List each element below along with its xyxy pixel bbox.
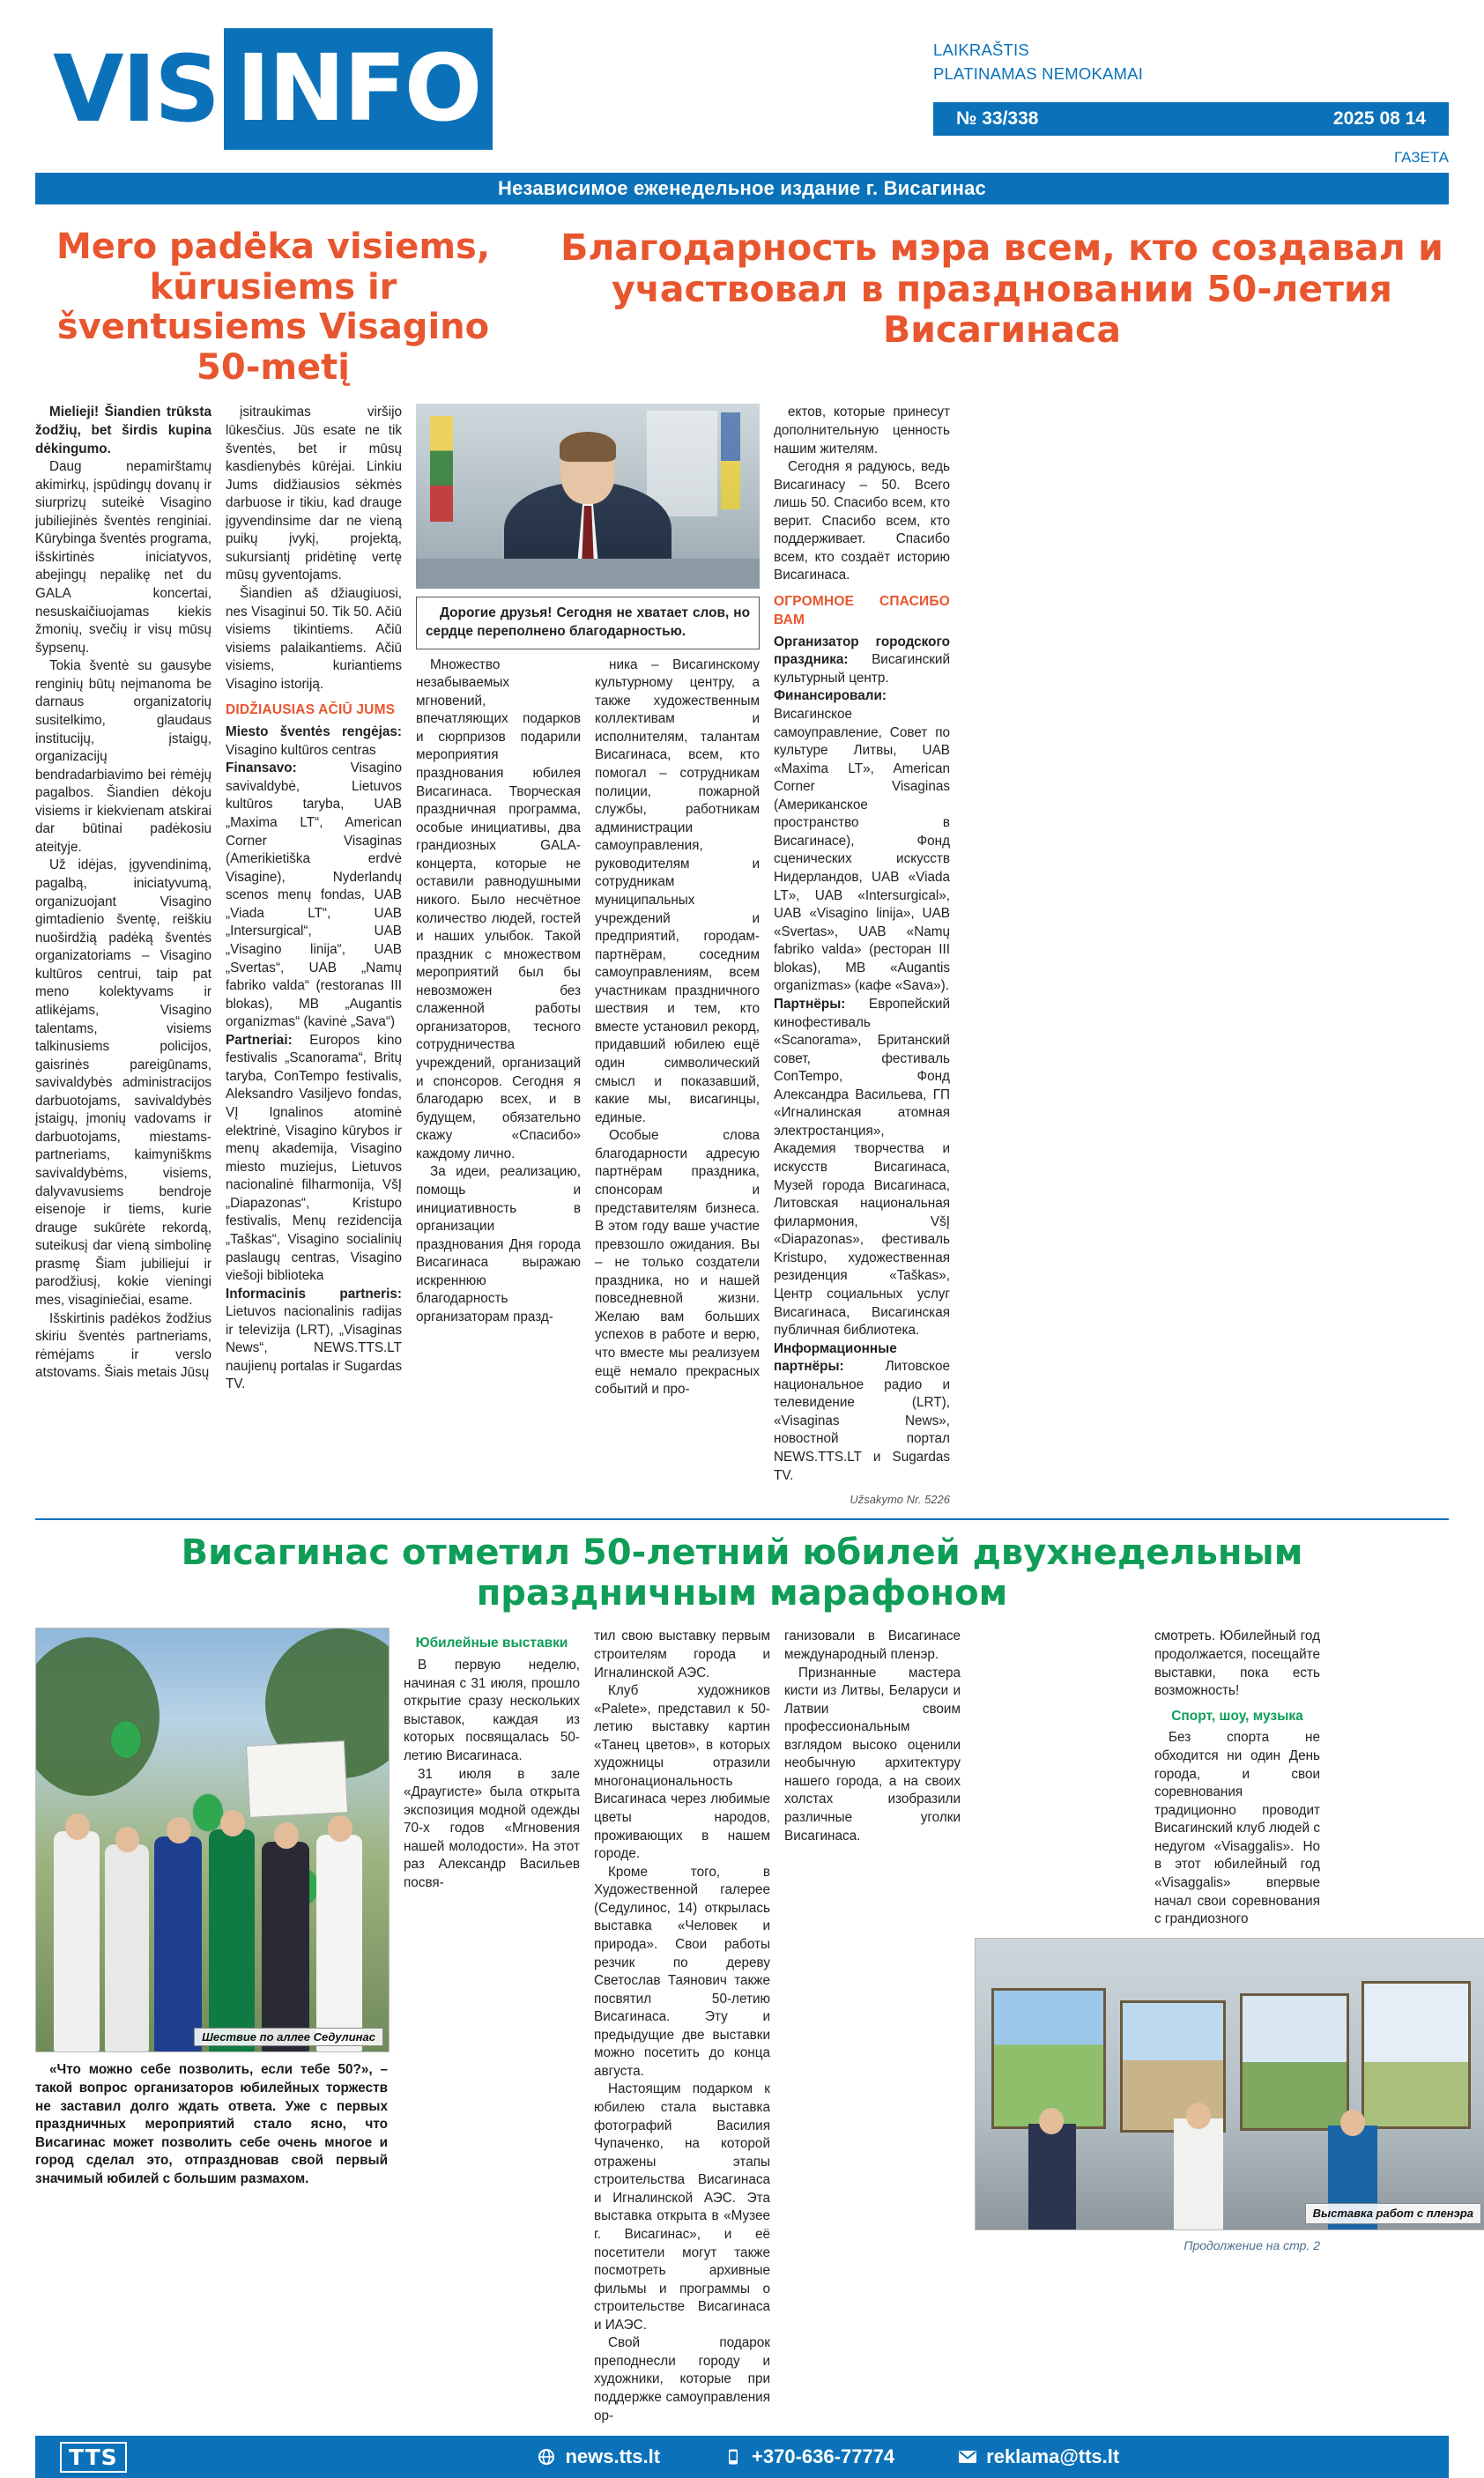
lt-c2-p6-text: Lietuvos nacionalinis radijas ir televizija (LRT), „Visaginas News“, NEWS.TTS.LT naujienų portalas ir Sugardas TV. bbox=[226, 1304, 402, 1392]
article-anniversary-marathon bbox=[35, 1532, 1473, 2426]
article-mayor-thanks bbox=[35, 227, 1449, 1508]
photo-person-6 bbox=[316, 1835, 362, 2051]
section-divider bbox=[35, 1518, 1449, 1520]
continuation-note: Продолжение на стр. 2 bbox=[1183, 2237, 1320, 2252]
column-a2-photo bbox=[35, 1628, 404, 2425]
plein-visitor-head-1 bbox=[1039, 2108, 1064, 2134]
footer-phone-text: +370-636-77774 bbox=[752, 2445, 895, 2468]
photo-person-5 bbox=[262, 1842, 309, 2051]
photo-person-2 bbox=[105, 1844, 149, 2051]
globe-icon bbox=[537, 2447, 556, 2467]
column-a2-right bbox=[975, 1628, 1473, 2425]
lt-c1-p1: Daug nepamirštamų akimirkų, įspūdingų dovanų ir siurprizų suteikė Visagino jubiliejinės šventės renginiai. Kūrybinga šventės programa, išskirtinės iniciatyvos, abejingų nepalikę net du GALA koncertai, nesuskaičiuojamas kiekis žmonių, svečių ir visų mūsų šypsenų. bbox=[35, 459, 211, 656]
article2-quote-wrap bbox=[35, 2061, 388, 2188]
masthead-subtitle-line1: LAIKRAŠTIS bbox=[933, 41, 1029, 59]
logo-text-info: INFO bbox=[224, 28, 493, 150]
ru-c1-p1: Множество незабываемых мгновений, впечатляющих подарков и сюрпризов подарили мероприятия празднования юбилея Висагинаса. Творческая праздничная программа, особые инициативы, два грандиозных GALA-концерта, которые не оставили равнодушными никого. Было несчётное количество людей, гостей и наших улыбок. Такой праздник с множеством мероприятий был бы невозможен без слаженной работы организаторов, тесного сотрудничества учреждений, организаций и спонсоров. Сегодня я благодарю всех, и в будущем, обязательно скажу «Спасибо» каждому лично. bbox=[416, 657, 581, 1161]
ru-c3-p4 bbox=[774, 687, 950, 996]
photo-flag-right bbox=[721, 412, 740, 509]
headline-lithuanian-wrap bbox=[35, 227, 511, 388]
lt-c2-p4 bbox=[226, 760, 402, 1031]
lt-c2-p5-text: Europos kino festivalis „Scanorama“, Britų taryba, ConTempo festivalis, Aleksandro Vasiljevo fondas, VĮ Ignalinos atominė elektrinė, Visagino kūrybos ir menų akademija, Visagino miesto muziejus, Lietuvos nacionalinė filharmonija, VšĮ „Diapazonas“, Kristupo festivalis, Menų rezidencija „Taškas“, Visagino socialinių paslaugų centras, Visagino viešoji biblioteka bbox=[226, 1032, 402, 1284]
a2-mid2-p1: ганизовали в Висагинасе международный пленэр. bbox=[784, 1629, 961, 1662]
article1-columns bbox=[35, 404, 1449, 1507]
masthead-subtitle-line2: PLATINAMAS NEMOKAMAI bbox=[933, 63, 1144, 83]
photo-person-1 bbox=[54, 1831, 100, 2051]
ru-c3-p1: ектов, которые принесут дополнительную ценность нашим жителям. bbox=[774, 404, 950, 456]
issue-date: 2025 08 14 bbox=[1332, 108, 1426, 129]
ru-c3-p6-label: Информационные партнёры: bbox=[774, 1340, 897, 1375]
article2-columns bbox=[35, 1628, 1473, 2425]
footer-phone[interactable] bbox=[723, 2445, 894, 2468]
order-number: Užsakymo Nr. 5226 bbox=[850, 1493, 950, 1507]
distribution-note-line2: РАСПРОСТРАНЯЕТСЯ БЕСПЛАТНО bbox=[1190, 170, 1449, 188]
lt-c2-p5 bbox=[226, 1032, 402, 1286]
page-footer bbox=[35, 2436, 1449, 2478]
ru-c3-p4-label: Финансировали: bbox=[774, 688, 887, 704]
column-lt-2 bbox=[226, 404, 416, 1507]
lt-c1-p3: Už idėjas, įgyvendinimą, pagalbą, iniciatyvumą, organizuojant Visagino gimtadienio šventę, reiškiu nuoširdžią padėką šventės organizatoriams – Visagino kultūros centrui, taip pat meno kolektyvams ir atlikėjams, Visagino talentams, visiems talkinusiems policijos, gaisrinės pareigūnams, savivaldybės administracijos darbuotojams, savivaldybės įstaigų, įmonių vadovams ir darbuotojams, miestams-partneriams, kaimyniškms savivaldybėms, visiems, dalyvavusiems bendroje eisenoje ir tiems, kurie drauge sukūrėte rekordą, suteikusį dar vieną simbolinę prasmę Šiam jubiliejui ir parodžiusį, kokie vieningi mes, visaginiečiai, esame. bbox=[35, 857, 211, 1308]
lt-c1-p2: Tokia šventė su gausybe renginių būtų neįmanoma be darnaus organizatorių susitelkimo, glaudaus institucijų, įstaigų, organizacijų bendradarbiavimo bei rėmėjų pagalbos. Šiandien dėkoju visiems ir kiekvienam atskirai dar būtinai padėkosiu ateityje. bbox=[35, 658, 211, 855]
footer-email-text: reklama@tts.lt bbox=[986, 2445, 1120, 2468]
a2-expo-p2: 31 июля в зале «Драугисте» была открыта экспозиция модной одежды 70-х годов «Мгновения нашей молодости». На этот раз Александр Васильев посвя- bbox=[404, 1766, 580, 1890]
photo-person-4 bbox=[209, 1829, 255, 2051]
subheading-sport-show-music: Спорт, шоу, музыка bbox=[1171, 1708, 1303, 1724]
ru-lead: Дорогие друзья! Сегодня не хватает слов, но сердце переполнено благодарностью. bbox=[426, 605, 750, 640]
lt-c2-p3 bbox=[226, 723, 402, 760]
a2-right-p1: смотреть. Юбилейный год продолжается, посещайте выставки, пока есть возможность! bbox=[1154, 1629, 1320, 1699]
photo-hair bbox=[560, 432, 616, 462]
column-ru-1 bbox=[416, 404, 774, 1507]
subheading-jubilee-expos: Юбилейные выставки bbox=[415, 1636, 568, 1651]
ru-c3-p3-label: Организатор городского праздника: bbox=[774, 634, 950, 668]
a2-mid1-p5: Свой подарок преподнесли городу и художники, которые при поддержке самоуправления ор- bbox=[594, 2335, 770, 2423]
footer-email[interactable] bbox=[958, 2445, 1119, 2468]
ru-c2-p1: ника – Висагинскому культурному центру, а также художественным коллективам и исполнителям, талантам Висагинаса, всем, кто помогал – сотрудникам полиции, пожарной службы, работникам администрации самоуправления, руководителям и сотрудникам муниципальных учреждений и предприятий, городам-партнёрам, соседним самоуправлениям, всем участникам праздничного шествия и тем, кто вместе установил рекорд, придавший юбилею ещё один символический смысл и показавший, какие мы, висагинцы, единые. bbox=[595, 657, 760, 1125]
subheading-ogromnoe-spasibo: ОГРОМНОЕ СПАСИБО ВАМ bbox=[774, 594, 950, 627]
photo-banner-sign bbox=[246, 1741, 348, 1819]
article2-quote: «Что можно себе позволить, если тебе 50?», – такой вопрос организаторов юбилейных торжеств не заставил долго ждать ответа. Уже с первых праздничных мероприятий стало ясно, что Висагинас может позволить себе очень многое и город сделал это, отпраздновав свой первый значимый юбилей с большим размахом. bbox=[35, 2062, 388, 2186]
lt-c2-p1: įsitraukimas viršijo lūkesčius. Jūs esate ne tik šventės, bet ir mūsų kasdienybės kūrėjai. Linkiu Jums didžiausios sėkmės darbuose ir tikiu, kad drauge įgyvendinsime dar ne vieną puikų įvykį, projektą, sukursiantį pridėtinę vertę mūsų gyventojams. bbox=[226, 404, 402, 583]
issue-number: № 33/338 bbox=[956, 108, 1039, 129]
plein-visitor-head-3 bbox=[1340, 2110, 1365, 2136]
photo-person-3 bbox=[154, 1836, 202, 2051]
masthead-right bbox=[792, 28, 1449, 190]
ru-c3-p2: Сегодня я радуюсь, ведь Висагинасу – 50. Всего лишь 50. Спасибо всем, кто верит. Спасибо всем, кто поддерживает. Спасибо всем, кто создаёт историю Висагинаса. bbox=[774, 459, 950, 583]
photo2-caption: Выставка работ с пленэра bbox=[1305, 2203, 1481, 2223]
column-a2-mid1 bbox=[594, 1628, 784, 2425]
march-photo bbox=[35, 1628, 390, 2052]
mail-icon bbox=[958, 2447, 977, 2467]
publication-logo bbox=[53, 28, 493, 150]
lt-c2-p6-label: Informacinis partneris: bbox=[226, 1286, 402, 1302]
photo-balloon-2 bbox=[193, 1794, 223, 1831]
a2-mid1-p2: Клуб художников «Palete», представил к 50-летию выставку картин «Танец цветов», в которых художницы отразили многонациональность Висагинаса через любимые цветы народов, проживающих в нашем городе. bbox=[594, 1683, 770, 1862]
ru-c3-p3-text: Висагинский культурный центр. bbox=[774, 652, 950, 686]
ru-c3-p5 bbox=[774, 996, 950, 1340]
lt-c2-p2: Šiandien aš džiaugiuosi, nes Visaginui 50. Tik 50. Ačiū visiems tikintiems. Ačiū visiems palaikantiems. Ačiū visiems, kuriantiems Visagino istoriją. bbox=[226, 586, 402, 692]
logo-text-vis: VIS bbox=[53, 35, 219, 143]
plein-visitor-head-2 bbox=[1186, 2103, 1211, 2129]
ru-c3-p6-text: Литовское национальное радио и телевидение (LRT), «Visaginas News», новостной портал NEWS.TTS.LT и Sugardas TV. bbox=[774, 1359, 950, 1483]
ru-c2-p2: Особые слова благодарности адресую партнёрам праздника, спонсорам и представителям бизнеса. В этом году ваше участие превзошло ожидания. Вы – не только создатели праздника, но и нашей повседневной жизни. Желаю вам больших успехов в работе и верю, что вместе мы реализуем ещё немало прекрасных событий и про- bbox=[595, 1128, 760, 1398]
photo-desk bbox=[416, 559, 760, 589]
lt-c1-p4: Išskirtinis padėkos žodžius skiriu šventės partneriams, rėmėjams ir verslo atstovams. Šiais metais Jūsų bbox=[35, 1310, 211, 1381]
headline-article2: Висагинас отметил 50-летний юбилей двухнедельным праздничным марафоном bbox=[181, 1532, 1303, 1614]
a2-mid2-p2: Признанные мастера кисти из Литвы, Беларуси и Латвии своим профессиональным взглядом высоко оценили необычную архитектуру нашего города, а на своих холстах изобразили различные уголки Висагинаса. bbox=[784, 1665, 961, 1844]
lt-c2-p4-label: Finansavo: bbox=[226, 760, 297, 776]
column-lt-1 bbox=[35, 404, 226, 1507]
ru-c3-p6 bbox=[774, 1340, 950, 1486]
lt-c2-p5-label: Partneriai: bbox=[226, 1032, 293, 1048]
ru-c3-p5-text: Европейский кинофестиваль «Scanorama», Британский совет, фестиваль ConTempo, Фонд Александра Васильева, ГП «Игналинская атомная электростанция», Академия творчества и искусств Висагинаса, Музей города Висагинаса, Литовская национальная филармония, VšĮ «Diapazonas», фестиваль Kristupo, художественная резиденция «Taškas», Центр социальных услуг Висагинаса, Висагинская публичная библиотека. bbox=[774, 996, 950, 1339]
lt-c2-p3-label: Miesto šventės rengėjas: bbox=[226, 724, 402, 740]
headline-russian: Благодарность мэра всем, кто создавал и участвовал в праздновании 50-летия Висагинаса bbox=[560, 226, 1443, 352]
a2-mid1-p1: тил свою выставку первым строителям города и Игналинской АЭС. bbox=[594, 1629, 770, 1680]
lt-c2-p3-text: Visagino kultūros centras bbox=[226, 742, 376, 758]
footer-website-text: news.tts.lt bbox=[565, 2445, 661, 2468]
lt-c2-p4-text: Visagino savivaldybė, Lietuvos kultūros taryba, UAB „Maxima LT“, American Corner Visaginas (Amerikietiška erdvė Visagine), Nyderlandų scenos menų fondas, UAB „Viada LT“, UAB „Intersurgical“, UAB „Visagino linija“, UAB „Svertas“, UAB „Namų fabriko valda“ (restoranas III blokas), MB „Augantis organizmas“ (kavinė „Sava“) bbox=[226, 760, 402, 1030]
subheading-didziausias-aciu: DIDŽIAUSIAS AČIŪ JUMS bbox=[226, 702, 396, 718]
mayor-portrait-photo bbox=[416, 404, 760, 589]
photo-window bbox=[647, 411, 717, 516]
a2-mid1-p3: Кроме того, в Художественной галерее (Седулинос, 14) открылась выставка «Человек и природа». Свои работы резчик по дереву Светослав Таянович также посвятил 50-летию Висагинаса. Эту и предыдущие две выставки можно посетить до конца августа. bbox=[594, 1864, 770, 2079]
tts-logo: TTS bbox=[60, 2442, 127, 2473]
issue-bar bbox=[933, 102, 1449, 136]
a2-right-p2: Без спорта не обходится ни один День города, и свои соревнования традиционно проводит Висагинский клуб людей с недугом «Visaggalis». Но в этот юбилейный год «Visaggalis» впервые начал свои соревнования с грандиозного bbox=[1154, 1730, 1320, 1927]
masthead-subtitle bbox=[933, 39, 1449, 86]
headline-russian-wrap bbox=[555, 227, 1449, 388]
lt-c2-p6 bbox=[226, 1286, 402, 1394]
a2-mid1-p4: Настоящим подарком к юбилею стала выставка фотографий Василия Чупаченко, на которой отражены этапы строительства Висагинаса и Игналинской АЭС. Эта выставка открыта в «Музее г. Висагинас», и её посетители могут также посмотреть архивные фильмы и программы о строительстве Висагинаса и ИАЭС. bbox=[594, 2081, 770, 2333]
plein-visitor-1 bbox=[1028, 2124, 1076, 2229]
phone-icon bbox=[723, 2447, 743, 2467]
ru-c3-p5-label: Партнёры: bbox=[774, 996, 846, 1012]
ru-c1-p2: За идеи, реализацию, помощь и инициативность в организации празднования Дня города Висагинаса выражаю искреннюю благодарность организаторам празд- bbox=[416, 1164, 581, 1324]
ru-c3-p4-text: Висагинское самоуправление, Совет по культуре Литвы, UAB «Maxima LT», American Corner Visaginas (Американское пространство в Висагинасе), Фонд сценических искусств Нидерландов, UAB «Viada LT», UAB «Intersurgical», UAB «Visagino linija», UAB «Svertas», UAB «Namų fabriko valda» (ресторан III blokas), MB «Augantis organizmas» (кафе «Sava»). bbox=[774, 706, 950, 994]
column-a2-expo bbox=[404, 1628, 594, 2425]
a2-expo-p1: В первую неделю, начиная с 31 июля, прошло открытие сразу нескольких выставок, каждая из которых посвящалась 50-летию Висагинаса. bbox=[404, 1658, 580, 1764]
photo-tree-1 bbox=[35, 1637, 160, 1796]
painting-4 bbox=[1362, 1981, 1471, 2129]
distribution-note-line1: ГАЗЕТА bbox=[1394, 148, 1449, 166]
footer-contacts bbox=[431, 2445, 1119, 2468]
tagline-banner: Независимое еженедельное издание г. Висагинас bbox=[35, 173, 1449, 204]
ru-c3-p3 bbox=[774, 634, 950, 688]
article1-headlines bbox=[35, 227, 1449, 388]
plein-air-photo bbox=[975, 1938, 1484, 2230]
headline-lithuanian: Mero padėka visiems, kūrusiems ir šventusiems Visagino 50-metį bbox=[56, 226, 491, 388]
plein-visitor-2 bbox=[1174, 2118, 1223, 2229]
painting-3 bbox=[1240, 1993, 1349, 2131]
column-ru-3 bbox=[774, 404, 950, 1507]
column-a2-mid2 bbox=[784, 1628, 975, 2425]
lt-lead: Mielieji! Šiandien trūksta žodžių, bet širdis kupina dėkingumo. bbox=[35, 404, 211, 456]
ru-lead-box bbox=[416, 597, 760, 649]
photo-flag-left bbox=[430, 416, 453, 522]
photo1-caption: Шествие по аллее Седулинас bbox=[194, 2028, 383, 2046]
footer-website[interactable] bbox=[537, 2445, 660, 2468]
